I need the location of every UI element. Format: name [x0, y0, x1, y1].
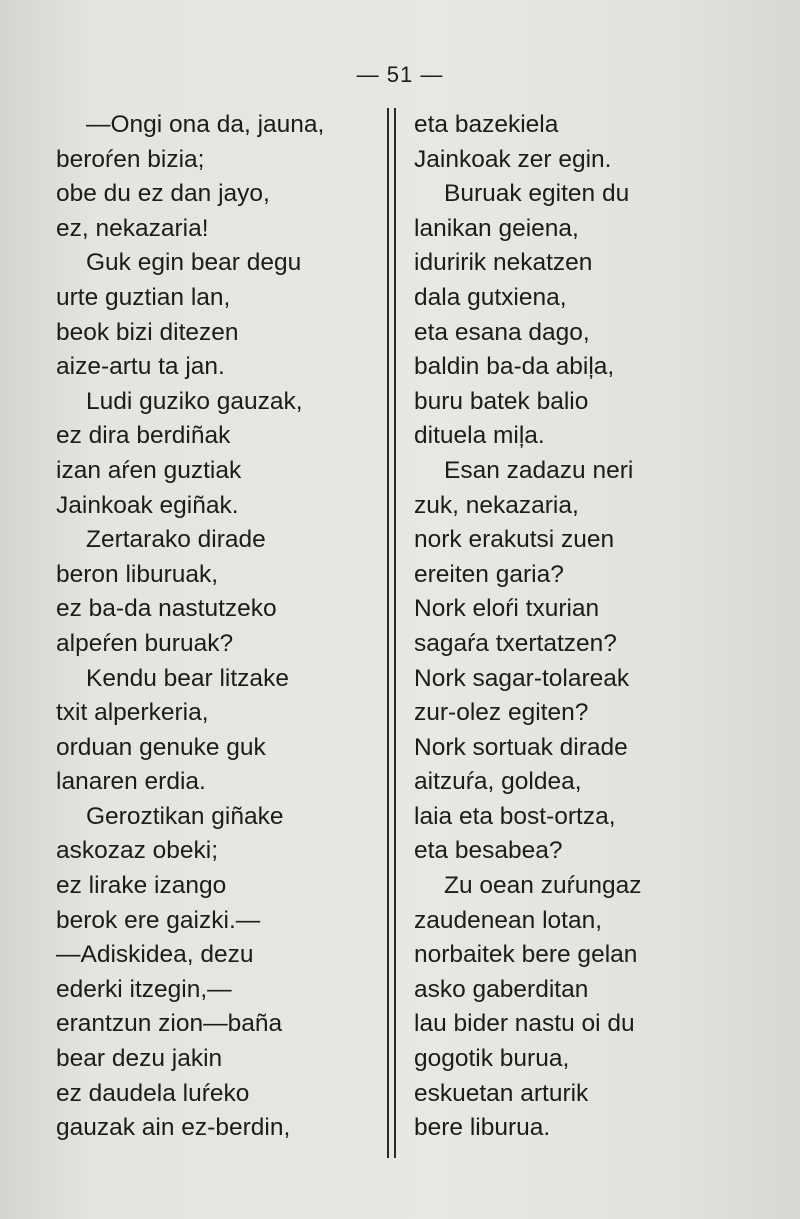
verse-line: ederki itzegin,— — [56, 975, 232, 1003]
verse-line: lau bider nastu oi du — [414, 1010, 635, 1038]
verse-line: bear dezu jakin — [56, 1045, 223, 1073]
verse-line: laia eta bost-ortza, — [414, 802, 616, 830]
verse-line: Nork eloŕi txurian — [414, 595, 600, 623]
verse-line: ez, nekazaria! — [56, 214, 209, 242]
verse-line: —Adiskidea, dezu — [56, 941, 254, 969]
verse-line: dituela miļa. — [414, 422, 545, 450]
verse-line: zur-olez egiten? — [414, 699, 589, 727]
verse-line: zaudenean lotan, — [414, 906, 602, 934]
verse-line: baldin ba-da abiļa, — [414, 353, 615, 381]
verse-line: eta bazekiela — [414, 111, 559, 138]
verse-line: eskuetan arturik — [414, 1079, 589, 1107]
verse-line: txit alperkeria, — [56, 699, 209, 727]
verse-line: bere liburua. — [414, 1114, 551, 1142]
left-column — [56, 108, 386, 1146]
verse-line: dala gutxiena, — [414, 283, 567, 311]
verse-line: Geroztikan giñake — [86, 802, 284, 830]
verse-line: Nork sortuak dirade — [414, 733, 628, 761]
verse-line: Nork sagar-tolareak — [414, 664, 630, 692]
verse-line: ereiten garia? — [414, 560, 564, 588]
verse-line: zuk, nekazaria, — [414, 491, 579, 519]
verse-line: Zertarako dirade — [86, 526, 266, 554]
verse-line: askozaz obeki; — [56, 837, 219, 865]
verse-line: eta esana dago, — [414, 318, 590, 346]
verse-line: Zu oean zuŕungaz — [444, 872, 642, 900]
verse-line: Kendu bear litzake — [86, 664, 289, 692]
column-divider-line — [394, 108, 396, 1158]
verse-line: Ludi guziko gauzak, — [86, 387, 303, 415]
verse-line: berok ere gaizki.— — [56, 906, 261, 934]
verse-line: nork erakutsi zuen — [414, 526, 615, 554]
verse-line: —Ongi ona da, jauna, — [86, 111, 325, 138]
verse-line: iduririk nekatzen — [414, 249, 593, 277]
verse-line: buru batek balio — [414, 387, 589, 415]
verse-line: alpeŕen buruak? — [56, 629, 234, 657]
verse-line: lanikan geiena, — [414, 214, 579, 242]
verse-line: obe du ez dan jayo, — [56, 180, 270, 208]
verse-line: ez daudela luŕeko — [56, 1079, 250, 1107]
verse-line: Jainkoak zer egin. — [414, 145, 612, 173]
column-divider-line — [387, 108, 389, 1158]
verse-line: gogotik burua, — [414, 1045, 570, 1073]
verse-line: izan aŕen guztiak — [56, 456, 242, 484]
page-number: — 51 — — [356, 62, 444, 87]
verse-line: lanaren erdia. — [56, 768, 206, 796]
verse-line: beron liburuak, — [56, 560, 219, 588]
verse-line: beok bizi ditezen — [56, 318, 239, 346]
verse-line: erantzun zion—baña — [56, 1010, 283, 1038]
verse-line: urte guztian lan, — [56, 283, 231, 311]
verse-line: Guk egin bear degu — [86, 249, 302, 277]
verse-line: ez dira berdiñak — [56, 422, 231, 450]
verse-line: norbaitek bere gelan — [414, 941, 638, 969]
verse-line: beroŕen bizia; — [56, 145, 205, 173]
verse-line: Esan zadazu neri — [444, 456, 634, 484]
right-column — [414, 108, 744, 1146]
verse-line: sagaŕa txertatzen? — [414, 629, 617, 657]
verse-line: ez lirake izango — [56, 872, 227, 900]
verse-line: asko gaberditan — [414, 975, 589, 1003]
verse-line: Buruak egiten du — [444, 180, 630, 208]
verse-line: eta besabea? — [414, 837, 563, 865]
verse-line: Jainkoak egiñak. — [56, 491, 239, 519]
verse-line: aitzuŕa, goldea, — [414, 768, 582, 796]
verse-line: ez ba-da nastutzeko — [56, 595, 277, 623]
verse-line: aize-artu ta jan. — [56, 353, 225, 381]
verse-line: orduan genuke guk — [56, 733, 266, 761]
verse-line: gauzak ain ez-berdin, — [56, 1114, 291, 1142]
